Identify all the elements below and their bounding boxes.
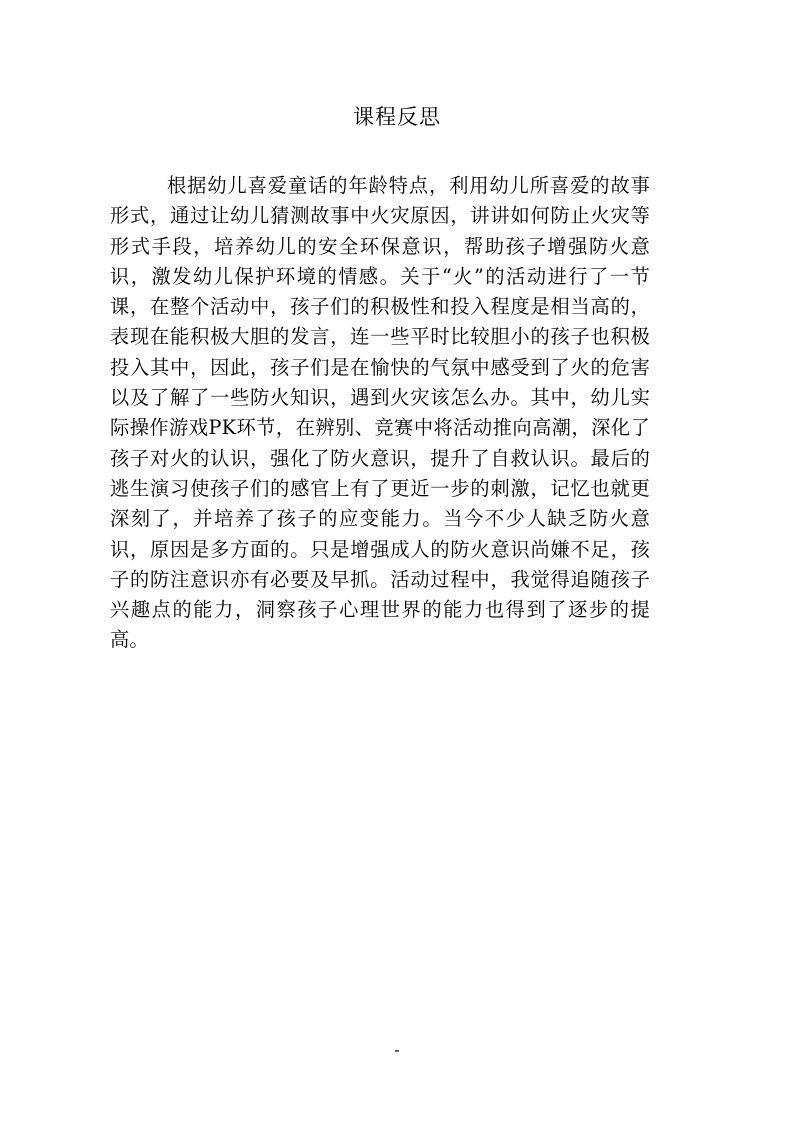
page-title: 课程反思 [353,105,441,129]
body-paragraph: 根据幼儿喜爱童话的年龄特点，利用幼儿所喜爱的故事形式，通过让幼儿猜测故事中火灾原因，讲讲如何防止火灾等形式手段，培养幼儿的安全环保意识，帮助孩子增强防火意识，激发幼儿保护环境的情感。关于“火”的活动进行了一节课，在整个活动中，孩子们的积极性和投入程度是相当高的，表现在能积极大胆的发言，连一些平时比较胆小的孩子也积极投入其中，因此，孩子们是在愉快的气氛中感受到了火的危害以及了解了一些防火知识，遇到火灾该怎么办。其中，幼儿实际操作游戏PK环节，在辨别、竞赛中将活动推向高潮，深化了孩子对火的认识，强化了防火意识，提升了自救认识。最后的逃生演习使孩子们的感官上有了更近一步的刺激，记忆也就更深刻了，并培养了孩子的应变能力。当今不少人缺乏防火意识，原因是多方面的。只是增强成人的防火意识尚嫌不足，孩子的防注意识亦有必要及早抓。活动过程中，我觉得追随孩子兴趣点的能力，洞察孩子心理世界的能力也得到了逐步的提高。 [110,174,650,652]
page-footer-mark: - [394,1040,400,1059]
